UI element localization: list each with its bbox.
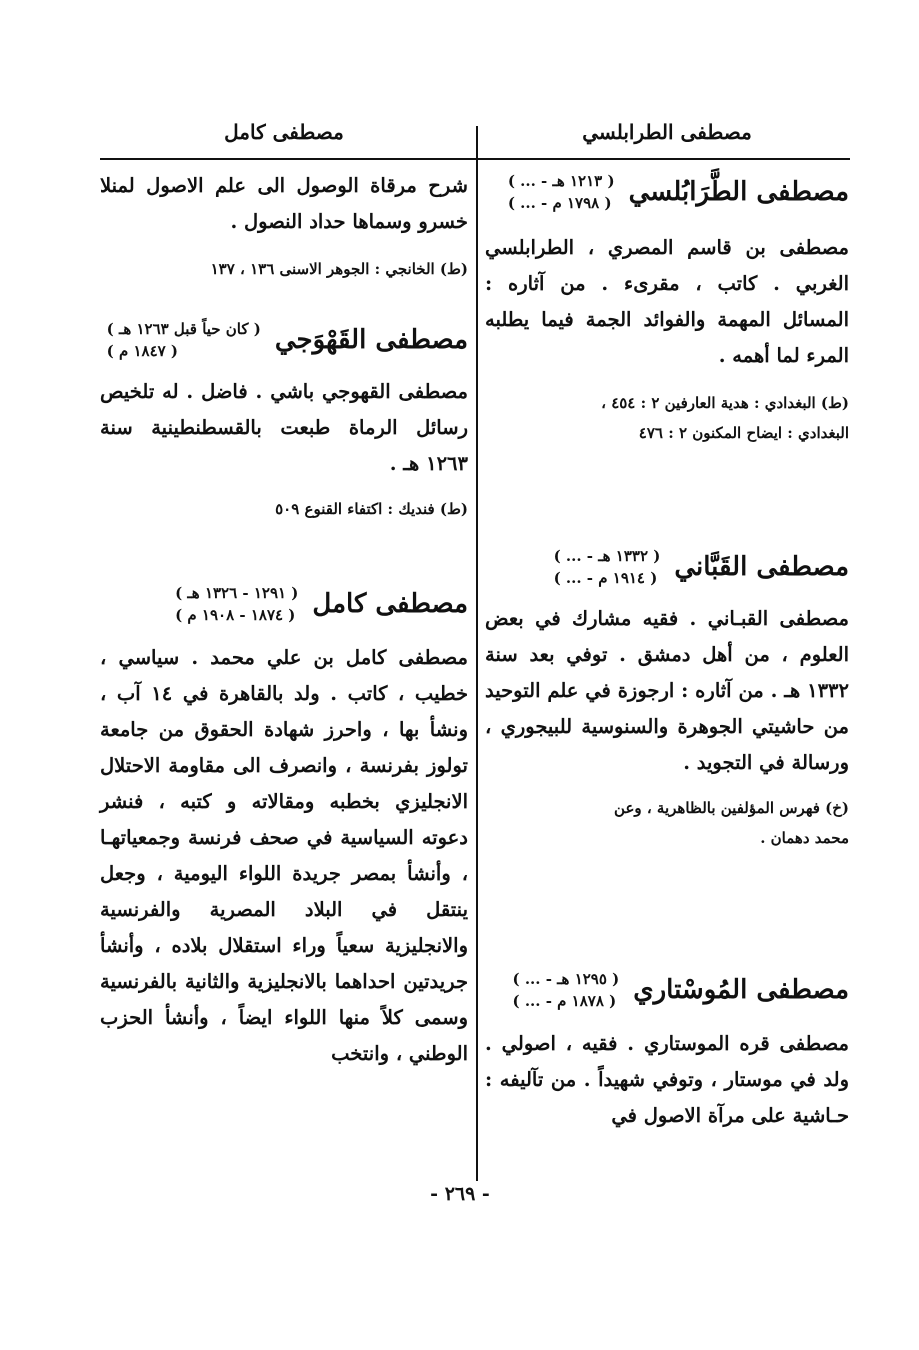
entry-source-line: البغدادي : ايضاح المكنون ٢ : ٤٧٦ bbox=[638, 424, 849, 442]
entry-mustari bbox=[485, 968, 849, 1134]
entry-qahwaji bbox=[100, 318, 468, 524]
entry-dates bbox=[508, 170, 615, 214]
entry-body: شرح مرقاة الوصول الى علم الاصول لمنلا خسرو وسماها حداد النصول . bbox=[100, 174, 468, 233]
date-hijri: ( ... - ١٢٩٥ هـ ) bbox=[512, 970, 620, 988]
entry-source-line: (ط) فنديك : اكتفاء القنوع ٥٠٩ bbox=[275, 500, 468, 518]
entry-body: مصطفى كامل بن علي محمد . سياسي ، خطيب ، كاتب . ولد بالقاهرة في ١٤ آب ، ونشأ بها ، واحرز شهادة الحقوق من جامعة تولوز بفرنسة ، وانصرف الى مقاومة الاحتلال الانجليزي بخطبه ومقالاته و كتبه ، فنشر دعوته السياسية في صحف فرنسة وجمعياتهـا ، وأنشأ بمصر جريدة اللواء اليومية ، وجعل ينتقل في البلاد المصرية والفرنسية والانجليزية سعياً وراء استقلال بلاده ، وأنشأ جريدتين احداهما بالانجليزية والثانية بالفرنسية وسمى كلاً منها اللواء ايضاً ، وأنشأ الحزب الوطني ، وانتخب bbox=[100, 646, 469, 1065]
date-hijri: ( كان حياً قبل ١٢٦٣ هـ ) bbox=[106, 320, 261, 338]
entry-body: مصطفى القبـاني . فقيه مشارك في بعض العلوم ، من أهل دمشق . توفي بعد سنة ١٣٣٢ هـ . من آثاره : ارجوزة في علم التوحيد من حاشيتي الجوهرة والسنوسية للبيجوري ، ورسالة في التجويد . bbox=[485, 607, 849, 774]
date-gregorian: ( ... - ١٩١٤ م ) bbox=[553, 569, 658, 587]
date-gregorian: ( ... - ١٨٧٨ م ) bbox=[512, 992, 617, 1010]
entry-name: مصطفى الطَّرَابُلسي bbox=[628, 177, 849, 207]
entry-name: مصطفى القَبَّاني bbox=[674, 552, 849, 582]
entry-continuation bbox=[100, 168, 468, 284]
entry-name: مصطفى كامل bbox=[312, 589, 468, 619]
date-gregorian: ( ١٨٤٧ م ) bbox=[106, 342, 179, 360]
entry-body: مصطفى قره الموستاري . فقيه ، اصولي . ولد في موستار ، وتوفي شهيداً . من تآليفه : حـاشية على مرآة الاصول في bbox=[485, 1032, 849, 1127]
entry-body: مصطفى القهوجي باشي . فاضل . له تلخيص رسائل الرماة طبعت بالقسطنطينية سنة ١٢٦٣ هـ . bbox=[100, 380, 468, 475]
date-gregorian: ( ١٨٧٤ - ١٩٠٨ م ) bbox=[175, 606, 296, 624]
entry-source-line: (خ) فهرس المؤلفين بالظاهرية ، وعن bbox=[614, 799, 849, 817]
date-hijri: ( ... - ١٢١٣ هـ ) bbox=[507, 172, 615, 190]
entry-body: مصطفى بن قاسم المصري ، الطرابلسي الغربي . كاتب ، مقرىء . من آثاره : المسائل المهمة والفوائد الجمة فيما يطلبه المرء لما أهمه . bbox=[485, 236, 849, 367]
entry-name: مصطفى المُوسْتاري bbox=[633, 975, 849, 1005]
running-head-left: مصطفى كامل bbox=[224, 120, 344, 144]
running-head-right: مصطفى الطرابلسي bbox=[582, 120, 752, 144]
date-gregorian: ( ... - ١٧٩٨ م ) bbox=[507, 194, 612, 212]
entry-tarabulsi bbox=[485, 170, 849, 448]
entry-qabbani bbox=[485, 545, 849, 853]
entry-name: مصطفى القَهْوَجي bbox=[274, 325, 468, 355]
date-hijri: ( ... - ١٣٣٢ هـ ) bbox=[553, 547, 661, 565]
header-rule bbox=[100, 158, 850, 160]
entry-dates bbox=[513, 968, 620, 1012]
entry-source-line: (ط) الخانجي : الجوهر الاسنى ١٣٦ ، ١٣٧ bbox=[210, 260, 468, 278]
column-divider bbox=[476, 126, 478, 1181]
entry-source-line: محمد دهمان . bbox=[760, 829, 849, 847]
entry-dates bbox=[107, 318, 261, 362]
entry-kamil bbox=[100, 582, 468, 1072]
page-number: - ٢٦٩ - bbox=[430, 1183, 490, 1205]
entry-source-line: (ط) البغدادي : هدية العارفين ٢ : ٤٥٤ ، bbox=[601, 394, 849, 412]
entry-dates bbox=[175, 582, 298, 626]
date-hijri: ( ١٢٩١ - ١٣٢٦ هـ ) bbox=[175, 584, 299, 602]
entry-dates bbox=[554, 545, 661, 589]
